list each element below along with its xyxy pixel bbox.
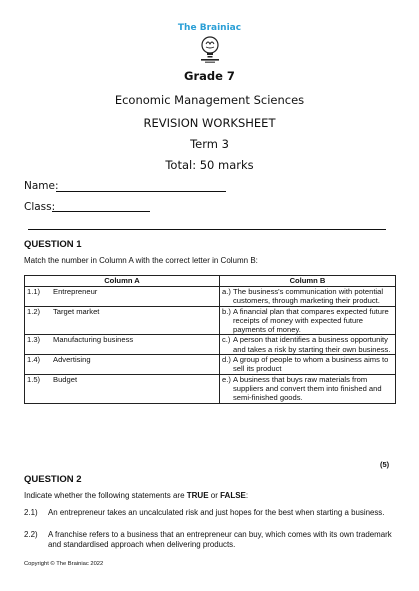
name-label: Name: <box>24 180 59 192</box>
row-letter: c.) <box>222 335 231 345</box>
column-b-definition: A group of people to whom a business aims to sell its product <box>233 355 389 374</box>
statement-number: 2.1) <box>24 508 38 517</box>
column-b-definition: A business that buys raw materials from suppliers and convert them into finished and semi-finished goods. <box>233 374 382 403</box>
row-letter: e.) <box>222 374 231 384</box>
brain-lightbulb-logo-icon <box>198 34 222 64</box>
name-field-line[interactable] <box>56 191 226 192</box>
row-number: 1.2) <box>27 306 41 316</box>
row-number: 1.1) <box>27 287 41 296</box>
column-a-term: Advertising <box>53 355 91 365</box>
question-2-heading: QUESTION 2 <box>24 474 82 485</box>
table-row <box>25 335 396 355</box>
column-a-term: Manufacturing business <box>53 335 134 345</box>
true-keyword: TRUE <box>186 491 209 500</box>
row-number: 1.5) <box>27 374 41 384</box>
colon-text: : <box>245 491 249 500</box>
question-2-instruction <box>24 491 248 500</box>
subject-title: Economic Management Sciences <box>114 93 305 107</box>
question-1-heading: QUESTION 1 <box>24 239 82 250</box>
total-marks: Total: 50 marks <box>165 158 254 172</box>
grade-title: Grade 7 <box>184 69 235 83</box>
false-keyword: FALSE <box>220 491 246 500</box>
column-a-term: Target market <box>53 306 100 316</box>
or-text: or <box>208 491 221 500</box>
statement-item <box>24 530 396 549</box>
matching-table <box>24 275 396 404</box>
class-label: Class: <box>24 201 56 213</box>
class-field-line[interactable] <box>52 211 150 212</box>
question-1-marks: (5) <box>380 460 390 469</box>
copyright-footer: Copyright © The Brainiac 2022 <box>24 561 104 567</box>
column-a-header: Column A <box>25 276 220 287</box>
column-a-term: Entrepreneur <box>53 287 98 296</box>
row-letter: d.) <box>222 355 231 365</box>
table-row <box>25 374 396 403</box>
worksheet-title: REVISION WORKSHEET <box>143 116 276 130</box>
column-b-definition: A person that identifies a business opportunity and takes a risk by starting their own business. <box>233 335 391 354</box>
instruction-text: Indicate whether the following statements are <box>24 491 187 500</box>
row-number: 1.3) <box>27 335 41 345</box>
question-1-instruction: Match the number in Column A with the correct letter in Column B: <box>24 256 258 265</box>
statement-text: A franchise refers to a business that an entrepreneur can buy, which comes with its own trademark and standardised approach when delivering products. <box>48 530 392 549</box>
table-row <box>25 355 396 375</box>
divider <box>28 229 386 230</box>
column-b-definition: The business's communication with potential customers, through marketing their product. <box>233 287 384 306</box>
table-row <box>25 306 396 335</box>
row-letter: b.) <box>222 306 231 316</box>
term-title: Term 3 <box>190 137 229 151</box>
brand-name: The Brainiac <box>177 23 242 33</box>
column-a-term: Budget <box>53 374 78 384</box>
row-number: 1.4) <box>27 355 41 365</box>
statement-item <box>24 508 396 518</box>
statement-text: An entrepreneur takes an uncalculated risk and just hopes for the best when starting a business. <box>48 508 385 517</box>
column-b-header: Column B <box>220 276 396 287</box>
table-row <box>25 287 396 307</box>
column-b-definition: A financial plan that compares expected future receipts of money with expected future payments of money. <box>233 306 389 335</box>
statement-number: 2.2) <box>24 530 38 539</box>
row-letter: a.) <box>222 287 231 296</box>
